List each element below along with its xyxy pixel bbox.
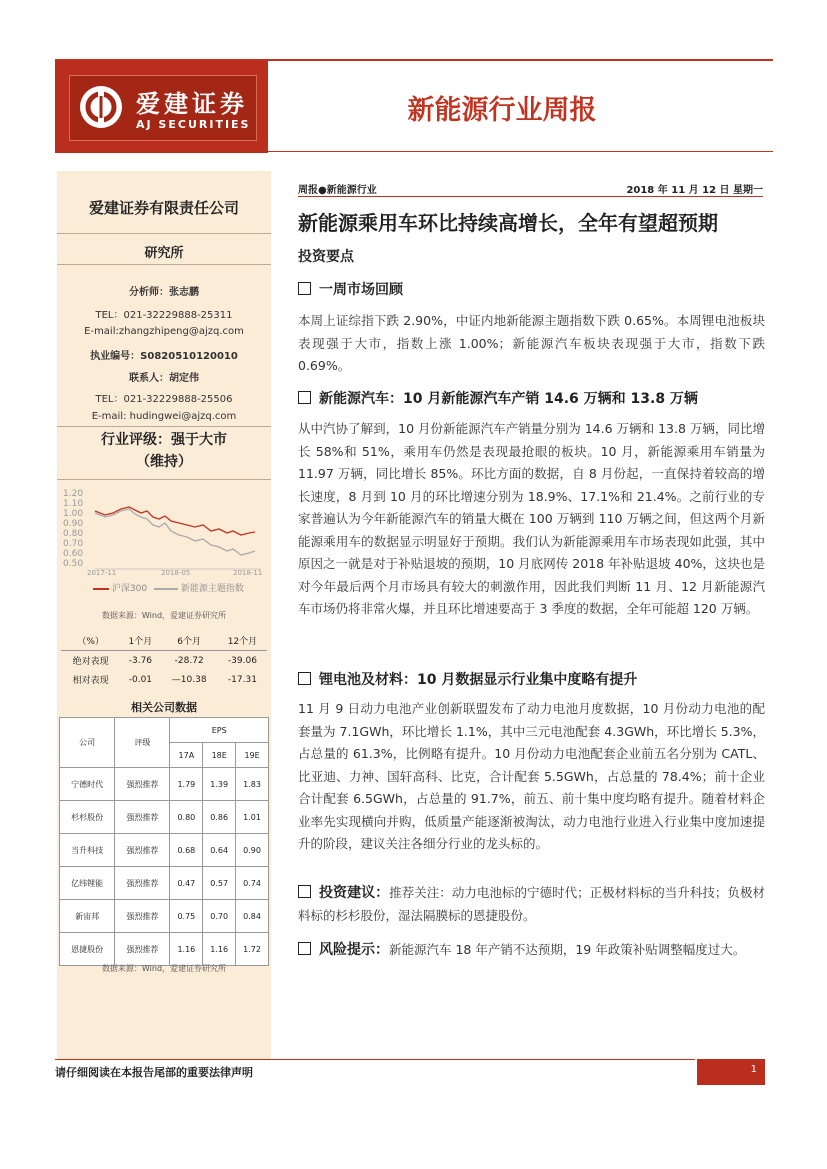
table-cell: 0.90 <box>236 834 269 867</box>
table-header-row <box>60 718 269 743</box>
table-row <box>60 834 269 867</box>
table-cell: 强烈推荐 <box>115 867 170 900</box>
risk-label: 风险提示： <box>319 942 389 958</box>
table-cell: 绝对表现 <box>72 657 109 667</box>
chart-ytick: 0.80 <box>63 529 84 539</box>
table-cell: 杉杉股份 <box>60 801 115 834</box>
table-cell: -39.06 <box>227 655 257 666</box>
contact-name: 联系人：胡定伟 <box>129 373 199 384</box>
chart-ytick: 0.50 <box>63 559 84 569</box>
performance-table <box>61 631 267 689</box>
logo-panel <box>69 75 257 141</box>
table-cell: 恩捷股份 <box>60 933 115 966</box>
section-heading-nev <box>298 388 768 408</box>
table-cell: 1.39 <box>203 768 236 801</box>
table-cell: 0.68 <box>170 834 203 867</box>
checkbox-bullet-icon <box>298 391 311 404</box>
rating-line-2: （维持） <box>136 454 192 470</box>
chart-ytick: 1.20 <box>63 489 84 499</box>
chart-xtick: 2018-11 <box>233 569 263 577</box>
section-heading-market-review <box>298 279 768 299</box>
table-cell: 当升科技 <box>60 834 115 867</box>
related-company-title: 相关公司数据 <box>131 701 197 714</box>
paragraph-nev: 从中汽协了解到，10 月份新能源汽车产销量分别为 14.6 万辆和 13.8 万辆，同比增长 58%和 51%，乘用车仍然是表现最抢眼的板块。10 月，新能源乘用车销量为 11.97 万辆，同比增长 85%。环比方面的数据，自 8 月份起，一直保持着较高的增长速度，8 月到 10 月的环比增速分别为 18.9%、17.1%和 21.4%。之前行业的专家普遍认为今年新能源汽车的销量大概在 100 万辆到 110 万辆之间，但这两个月新能源乘用车的数据显示明显好于预期。我们认为新能源乘用车市场表现如此强，其中原因之一就是对于补贴退坡的预期，10 月底网传 2018 年补贴退坡 40%，这块也是对今年最后两个月市场具有较大的刺激作用，因此我们判断 11 月、12 月新能源汽车市场仍将非常火爆，并且环比增速要高于 3 季度的数据，全年可能超 120 万辆。 <box>298 421 765 616</box>
table-header-cell: 评级 <box>115 718 170 768</box>
chart-xtick: 2018-05 <box>161 569 191 577</box>
table-cell: 1.79 <box>170 768 203 801</box>
company-name: 爱建证券有限责任公司 <box>88 199 239 217</box>
table-cell: —10.38 <box>171 674 207 685</box>
table-cell: 1.83 <box>236 768 269 801</box>
table-cell: -17.31 <box>227 674 257 685</box>
industry-rating <box>57 429 271 473</box>
chart-ytick: 0.60 <box>63 549 84 559</box>
table-cell: -28.72 <box>174 655 204 666</box>
company-logo <box>55 61 268 153</box>
legal-notice: 请仔细阅读在本报告尾部的重要法律声明 <box>55 1066 253 1079</box>
table-header-cell: （%） <box>61 631 120 651</box>
headline: 新能源乘用车环比持续高增长，全年有望超预期 <box>298 211 718 235</box>
table-header-cell: 1个月 <box>120 631 160 651</box>
table-cell: 0.74 <box>236 867 269 900</box>
table-header-row <box>61 631 267 651</box>
table-header-cell: 18E <box>203 743 236 768</box>
legend-label-new-energy: 新能源主题指数 <box>180 584 244 594</box>
section-title: 锂电池及材料：10 月数据显示行业集中度略有提升 <box>319 672 638 688</box>
table-cell: 相对表现 <box>72 676 109 686</box>
chart-ytick: 0.70 <box>63 539 84 549</box>
chart-ytick: 1.00 <box>63 509 84 519</box>
contact-email[interactable]: E-mail: hudingwei@ajzq.com <box>91 411 237 422</box>
footer-rule <box>55 1059 695 1060</box>
chart-series-hs300 <box>95 507 255 535</box>
chart-legend <box>57 581 271 594</box>
table-cell: 1.01 <box>236 801 269 834</box>
chart-ytick: 1.10 <box>63 499 84 509</box>
legend-swatch-hs300 <box>93 588 109 590</box>
table-cell: 0.47 <box>170 867 203 900</box>
logo-text-en: AJ SECURITIES <box>136 118 251 131</box>
table-cell: 强烈推荐 <box>115 801 170 834</box>
table-cell: 1.72 <box>236 933 269 966</box>
table-cell: 0.86 <box>203 801 236 834</box>
investment-points-title: 投资要点 <box>298 249 354 265</box>
section-heading-battery <box>298 669 768 689</box>
analyst-cert: 执业编号：S0820510120010 <box>90 351 238 362</box>
table-cell: 宁德时代 <box>60 768 115 801</box>
table-cell: 1.16 <box>170 933 203 966</box>
header-bottom-rule <box>268 151 773 152</box>
table-cell: 强烈推荐 <box>115 933 170 966</box>
sidebar <box>57 171 271 1059</box>
table-cell: 强烈推荐 <box>115 768 170 801</box>
sidebar-divider <box>57 426 271 427</box>
checkbox-bullet-icon <box>298 282 311 295</box>
report-date: 2018 年 11 月 12 日 星期一 <box>626 185 763 196</box>
table-cell: 强烈推荐 <box>115 900 170 933</box>
analyst-email[interactable]: E-mail:zhangzhipeng@ajzq.com <box>84 326 244 337</box>
table-cell: 0.84 <box>236 900 269 933</box>
chart-xtick: 2017-11 <box>87 569 117 577</box>
advice-text: 推荐关注：动力电池标的宁德时代；正极材料标的当升科技；负极材料标的杉杉股份，湿法隔膜标的恩捷股份。 <box>298 885 765 923</box>
chart-source: 数据来源：Wind，爱建证券研究所 <box>101 611 227 620</box>
table-row <box>60 900 269 933</box>
chart-ytick: 0.90 <box>63 519 84 529</box>
table-cell: 亿纬锂能 <box>60 867 115 900</box>
sidebar-divider <box>57 479 271 480</box>
meta-rule <box>298 196 763 197</box>
contact-tel: TEL：021-32229888-25506 <box>95 394 233 405</box>
analyst-name: 分析师：张志鹏 <box>129 287 199 298</box>
institute-name: 研究所 <box>144 246 184 261</box>
sidebar-divider <box>57 264 271 265</box>
table-row <box>60 867 269 900</box>
legend-swatch-new-energy <box>154 588 178 590</box>
report-category: 周报●新能源行业 <box>298 185 377 196</box>
related-company-table <box>59 717 269 966</box>
advice-label: 投资建议： <box>319 885 390 901</box>
page-number: 1 <box>750 1064 757 1075</box>
table-header-cell: 19E <box>236 743 269 768</box>
table-row <box>60 768 269 801</box>
checkbox-bullet-icon <box>298 942 311 955</box>
table-cell: 0.75 <box>170 900 203 933</box>
page-number-box <box>697 1059 765 1085</box>
table-row <box>61 670 267 689</box>
table-cell: -0.01 <box>128 674 153 685</box>
related-source: 数据来源：Wind，爱建证券研究所 <box>101 964 227 973</box>
report-title: 新能源行业周报 <box>407 95 597 126</box>
risk-text: 新能源汽车 18 年产销不达预期，19 年政策补贴调整幅度过大。 <box>389 942 746 957</box>
table-cell: 新宙邦 <box>60 900 115 933</box>
table-row <box>60 933 269 966</box>
table-cell: 强烈推荐 <box>115 834 170 867</box>
section-title: 一周市场回顾 <box>319 282 403 298</box>
paragraph-battery: 11 月 9 日动力电池产业创新联盟发布了动力电池月度数据，10 月份动力电池的配套量为 7.1GWh，环比增长 1.1%，其中三元电池配套 4.3GWh，环比增长 5.3%，占总量的 61.3%，比例略有提升。10 月份动力电池配套企业前五名分别为 CATL、比亚迪、力神、国轩高科、比克，合计配套 5.5GWh，占总量的 78.4%；前十企业合计配套 6.5GWh，占总量的 91.7%，前五、前十集中度均略有提升。随着材料企业率先实现横向并购，低质量产能逐渐被淘汰，动力电池行业进入行业集中度加速提升的阶段，建议关注各细分行业的龙头标的。 <box>298 701 765 851</box>
table-cell: -3.76 <box>128 655 153 666</box>
table-row <box>60 801 269 834</box>
table-header-cell: 12个月 <box>218 631 267 651</box>
logo-text-cn: 爱建证券 <box>136 89 248 118</box>
table-cell: 0.64 <box>203 834 236 867</box>
table-header-cell: 17A <box>170 743 203 768</box>
analyst-tel: TEL：021-32229888-25311 <box>95 310 233 321</box>
table-cell: 0.57 <box>203 867 236 900</box>
investment-advice <box>298 882 765 927</box>
checkbox-bullet-icon <box>298 672 311 685</box>
risk-warning <box>298 939 765 962</box>
table-cell: 0.80 <box>170 801 203 834</box>
logo-emblem-icon <box>80 86 122 128</box>
table-header-cell: 6个月 <box>160 631 217 651</box>
paragraph-market-review: 本周上证综指下跌 2.90%，中证内地新能源主题指数下跌 0.65%。本周锂电池板块表现强于大市，指数上涨 1.00%；新能源汽车板块表现强于大市，指数下跌 0.69%。 <box>298 313 765 373</box>
table-row <box>61 651 267 671</box>
table-header-cell: 公司 <box>60 718 115 768</box>
sidebar-divider <box>57 233 271 234</box>
table-cell: 0.70 <box>203 900 236 933</box>
rating-line-1: 行业评级：强于大市 <box>101 432 227 448</box>
section-title: 新能源汽车：10 月新能源汽车产销 14.6 万辆和 13.8 万辆 <box>319 391 698 407</box>
legend-label-hs300: 沪深300 <box>111 584 148 594</box>
table-cell: 1.16 <box>203 933 236 966</box>
checkbox-bullet-icon <box>298 885 311 898</box>
table-header-cell: EPS <box>170 718 269 743</box>
